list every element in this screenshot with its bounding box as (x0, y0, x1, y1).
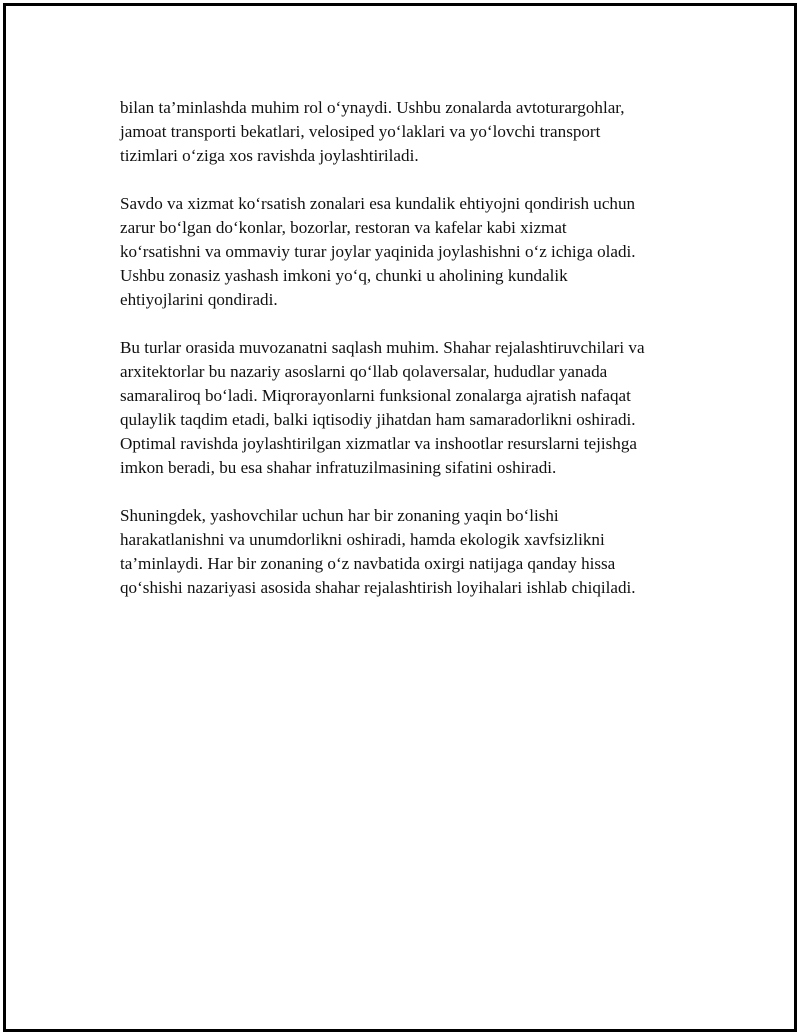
text-line: Savdo va xizmat ko‘rsatish zonalari esa kundalik ehtiyojni qondirish uchun (120, 194, 636, 213)
paragraph-trade-services (120, 192, 700, 312)
text-line: imkon beradi, bu esa shahar infratuzilmasining sifatini oshiradi. (120, 458, 557, 477)
text-line: Shuningdek, yashovchilar uchun har bir zonaning yaqin bo‘lishi (120, 506, 559, 525)
text-line: zarur bo‘lgan do‘konlar, bozorlar, restoran va kafelar kabi xizmat (120, 218, 567, 237)
text-line: bilan ta’minlashda muhim rol o‘ynaydi. Ushbu zonalarda avtoturargohlar, (120, 98, 625, 117)
text-line: qulaylik taqdim etadi, balki iqtisodiy jihatdan ham samaradorlikni oshiradi. (120, 410, 636, 429)
text-line: ta’minlaydi. Har bir zonaning o‘z navbatida oxirgi natijaga qanday hissa (120, 554, 616, 573)
document-page (3, 3, 797, 1032)
paragraph-proximity (120, 504, 700, 600)
text-line: arxitektorlar bu nazariy asoslarni qo‘llab qolaversalar, hududlar yanada (120, 362, 608, 381)
document-body (120, 96, 700, 624)
text-line: tizimlari o‘ziga xos ravishda joylashtiriladi. (120, 146, 419, 165)
paragraph-transport (120, 96, 700, 168)
text-line: jamoat transporti bekatlari, velosiped yo‘laklari va yo‘lovchi transport (120, 122, 601, 141)
text-line: Ushbu zonasiz yashash imkoni yo‘q, chunki u aholining kundalik (120, 266, 568, 285)
paragraph-balance (120, 336, 700, 480)
text-line: qo‘shishi nazariyasi asosida shahar rejalashtirish loyihalari ishlab chiqiladi. (120, 578, 636, 597)
text-line: samaraliroq bo‘ladi. Miqrorayonlarni funksional zonalarga ajratish nafaqat (120, 386, 631, 405)
text-line: Optimal ravishda joylashtirilgan xizmatlar va inshootlar resurslarni tejishga (120, 434, 637, 453)
text-line: harakatlanishni va unumdorlikni oshiradi, hamda ekologik xavfsizlikni (120, 530, 605, 549)
text-line: Bu turlar orasida muvozanatni saqlash muhim. Shahar rejalashtiruvchilari va (120, 338, 645, 357)
text-line: ehtiyojlarini qondiradi. (120, 290, 278, 309)
text-line: ko‘rsatishni va ommaviy turar joylar yaqinida joylashishni o‘z ichiga oladi. (120, 242, 636, 261)
